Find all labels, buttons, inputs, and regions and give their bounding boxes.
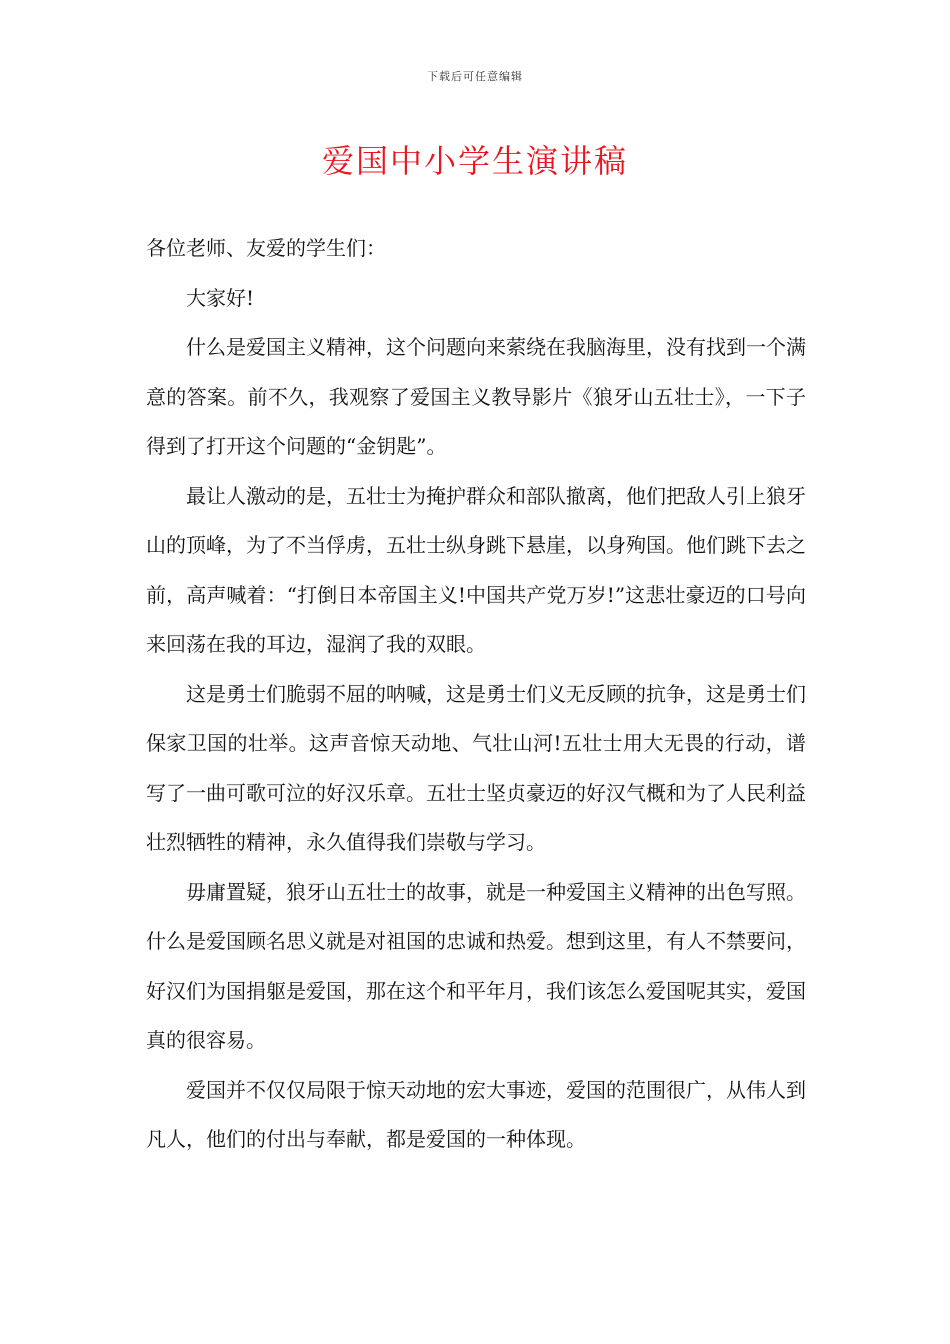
paragraph-4: 毋庸置疑，狼牙山五壮士的故事，就是一种爱国主义精神的出色写照。什么是爱国顾名思义就是对祖国的忠诚和热爱。想到这里，有人不禁要问，好汉们为国捐躯是爱国，那在这个和平年月，我们该怎么爱国呢其实，爱国真的很容易。: [146, 879, 806, 1052]
paragraph-2: 最让人激动的是，五壮士为掩护群众和部队撤离，他们把敌人引上狼牙山的顶峰，为了不当俘虏，五壮士纵身跳下悬崖，以身殉国。他们跳下去之前，高声喊着：“打倒日本帝国主义!中国共产党万岁!”这悲壮豪迈的口号向来回荡在我的耳边，湿润了我的双眼。: [146, 483, 806, 656]
document-title: 爱国中小学生演讲稿: [321, 142, 628, 180]
paragraph-1: 什么是爱国主义精神，这个问题向来萦绕在我脑海里，没有找到一个满意的答案。前不久，我观察了爱国主义教导影片《狼牙山五壮士》，一下子得到了打开这个问题的“金钥匙”。: [146, 335, 806, 458]
salutation: 各位老师、友爱的学生们：: [146, 236, 386, 260]
paragraph-5: 爱国并不仅仅局限于惊天动地的宏大事迹，爱国的范围很广，从伟人到凡人，他们的付出与奉献，都是爱国的一种体现。: [146, 1077, 806, 1151]
header-note: 下载后可任意编辑: [427, 70, 523, 83]
document-body: [146, 224, 806, 1165]
greeting: 大家好!: [186, 285, 255, 310]
paragraph-3: 这是勇士们脆弱不屈的呐喊，这是勇士们义无反顾的抗争，这是勇士们保家卫国的壮举。这声音惊天动地、气壮山河!五壮士用大无畏的行动，谱写了一曲可歌可泣的好汉乐章。五壮士坚贞豪迈的好汉气概和为了人民利益壮烈牺牲的精神，永久值得我们崇敬与学习。: [146, 681, 806, 854]
